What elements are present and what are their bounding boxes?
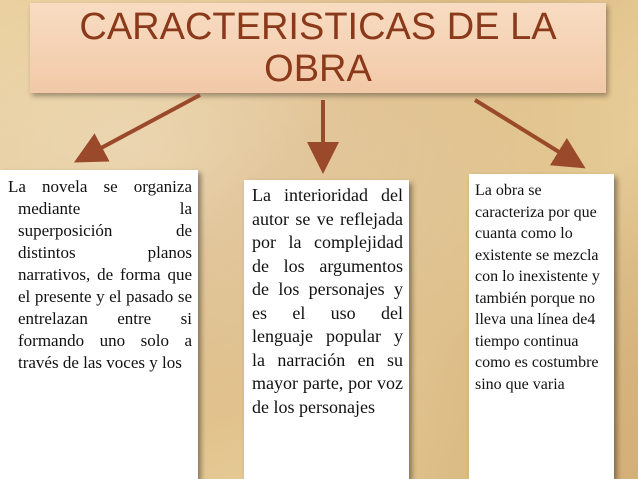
- box-left-text: La novela se organiza mediante la superposición de distintos planos narrativos, de forma que el presente y el pasado se entrelazan entre si formando uno solo a través de las voces y los: [8, 177, 192, 372]
- box-right: [469, 174, 614, 479]
- arrow-left: [88, 95, 200, 155]
- arrow-right: [475, 100, 572, 160]
- diagram-title: CARACTERISTICAS DE LA OBRA: [79, 6, 557, 90]
- box-right-text: La obra se caracteriza por que cuanta como lo existente se mezcla con lo inexistente y también porque no lleva una línea de4 tiempo continua como es costumbre sino que varia: [475, 182, 600, 393]
- box-middle: [244, 180, 409, 479]
- box-left: [0, 170, 198, 479]
- box-middle-text: La interioridad del autor se ve reflejada por la complejidad de los argumentos de los personajes y es el uso del lenguaje popular y la narración en su mayor parte, por voz de los personajes: [252, 185, 403, 417]
